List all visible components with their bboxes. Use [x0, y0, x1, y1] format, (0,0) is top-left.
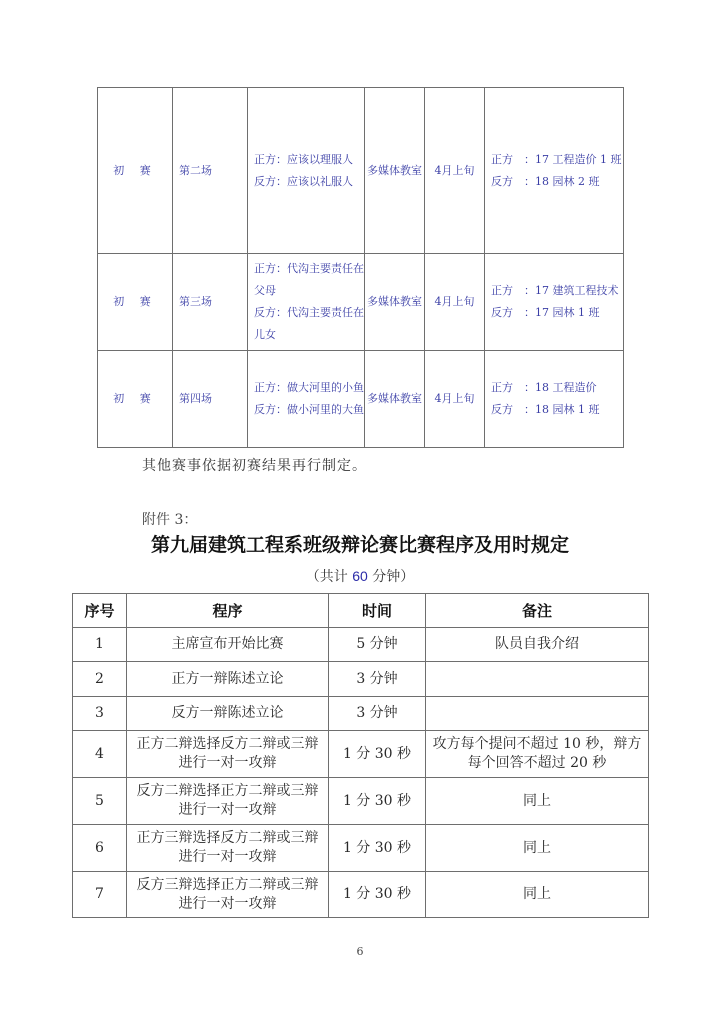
step-cell: 正方二辩选择反方二辩或三辩进行一对一攻辩	[127, 731, 329, 778]
topic-cell	[248, 88, 365, 254]
remark-cell	[426, 697, 649, 731]
subtitle	[0, 566, 720, 586]
remark-cell: 同上	[426, 778, 649, 825]
match-schedule-table	[97, 87, 624, 448]
table-row	[73, 731, 649, 778]
team-pro: 正方 ：17 工程造价 1 班	[491, 152, 622, 166]
step-cell: 正方一辩陈述立论	[127, 662, 329, 697]
header-time: 时间	[329, 594, 426, 628]
table-row	[73, 825, 649, 872]
teams-cell	[485, 88, 624, 254]
time-cell: 1 分 30 秒	[329, 778, 426, 825]
total-minutes: 60	[352, 568, 368, 584]
step-cell: 正方三辩选择反方二辩或三辩进行一对一攻辩	[127, 825, 329, 872]
team-con: 反方 ：18 园林 1 班	[491, 403, 600, 416]
topic-cell	[248, 351, 365, 448]
team-con: 反方 ：17 园林 1 班	[491, 306, 600, 319]
time-cell: 4月上旬	[425, 88, 485, 254]
team-pro: 正方 ：18 工程造价	[491, 381, 597, 394]
table-row	[73, 872, 649, 918]
venue-cell: 多媒体教室	[365, 254, 425, 351]
match-cell: 第二场	[173, 88, 248, 254]
round-cell: 初 赛	[98, 88, 173, 254]
time-cell: 1 分 30 秒	[329, 731, 426, 778]
time-cell: 5 分钟	[329, 628, 426, 662]
teams-cell	[485, 351, 624, 448]
remark-cell: 队员自我介绍	[426, 628, 649, 662]
topic-con: 反方：做小河里的大鱼	[254, 403, 364, 416]
time-cell: 3 分钟	[329, 697, 426, 731]
team-con: 反方 ：18 园林 2 班	[491, 174, 600, 188]
topic-pro: 正方：代沟主要责任在父母	[254, 262, 364, 297]
no-cell: 2	[73, 662, 127, 697]
time-cell: 1 分 30 秒	[329, 872, 426, 918]
no-cell: 1	[73, 628, 127, 662]
time-cell: 4月上旬	[425, 351, 485, 448]
step-cell: 反方三辩选择正方二辩或三辩进行一对一攻辩	[127, 872, 329, 918]
subtitle-prefix: （共计	[305, 569, 353, 585]
topic-pro: 正方：做大河里的小鱼	[254, 381, 364, 394]
topic-con: 反方：应该以礼服人	[254, 174, 353, 188]
header-no: 序号	[73, 594, 127, 628]
time-cell: 3 分钟	[329, 662, 426, 697]
annex-label: 附件 3：	[142, 512, 198, 528]
no-cell: 6	[73, 825, 127, 872]
no-cell: 5	[73, 778, 127, 825]
team-pro: 正方 ：17 建筑工程技术	[491, 284, 619, 297]
table-row	[98, 88, 624, 254]
round-cell: 初 赛	[98, 351, 173, 448]
table-row	[73, 628, 649, 662]
venue-cell: 多媒体教室	[365, 88, 425, 254]
remark-cell: 攻方每个提问不超过 10 秒，辩方每个回答不超过 20 秒	[426, 731, 649, 778]
no-cell: 7	[73, 872, 127, 918]
step-cell: 反方一辩陈述立论	[127, 697, 329, 731]
remark-cell: 同上	[426, 872, 649, 918]
page-number: 6	[356, 945, 364, 958]
table-row	[73, 662, 649, 697]
match-cell: 第三场	[173, 254, 248, 351]
time-cell: 4月上旬	[425, 254, 485, 351]
venue-cell: 多媒体教室	[365, 351, 425, 448]
topic-con: 反方：代沟主要责任在儿女	[254, 306, 364, 341]
no-cell: 4	[73, 731, 127, 778]
table-row	[73, 697, 649, 731]
header-remark: 备注	[426, 594, 649, 628]
step-cell: 反方二辩选择正方二辩或三辩进行一对一攻辩	[127, 778, 329, 825]
remark-cell: 同上	[426, 825, 649, 872]
table-row	[98, 254, 624, 351]
header-row	[73, 594, 649, 628]
round-cell: 初 赛	[98, 254, 173, 351]
header-step: 程序	[127, 594, 329, 628]
teams-cell	[485, 254, 624, 351]
table-row	[73, 778, 649, 825]
topic-pro: 正方：应该以理服人	[254, 152, 353, 166]
remark-cell	[426, 662, 649, 697]
match-cell: 第四场	[173, 351, 248, 448]
step-cell: 主席宣布开始比赛	[127, 628, 329, 662]
table-row	[98, 351, 624, 448]
subtitle-suffix: 分钟）	[367, 569, 415, 585]
page-title: 第九届建筑工程系班级辩论赛比赛程序及用时规定	[150, 534, 569, 556]
time-cell: 1 分 30 秒	[329, 825, 426, 872]
no-cell: 3	[73, 697, 127, 731]
topic-cell	[248, 254, 365, 351]
note-text: 其他赛事依据初赛结果再行制定。	[142, 458, 367, 474]
procedure-table	[72, 593, 649, 918]
